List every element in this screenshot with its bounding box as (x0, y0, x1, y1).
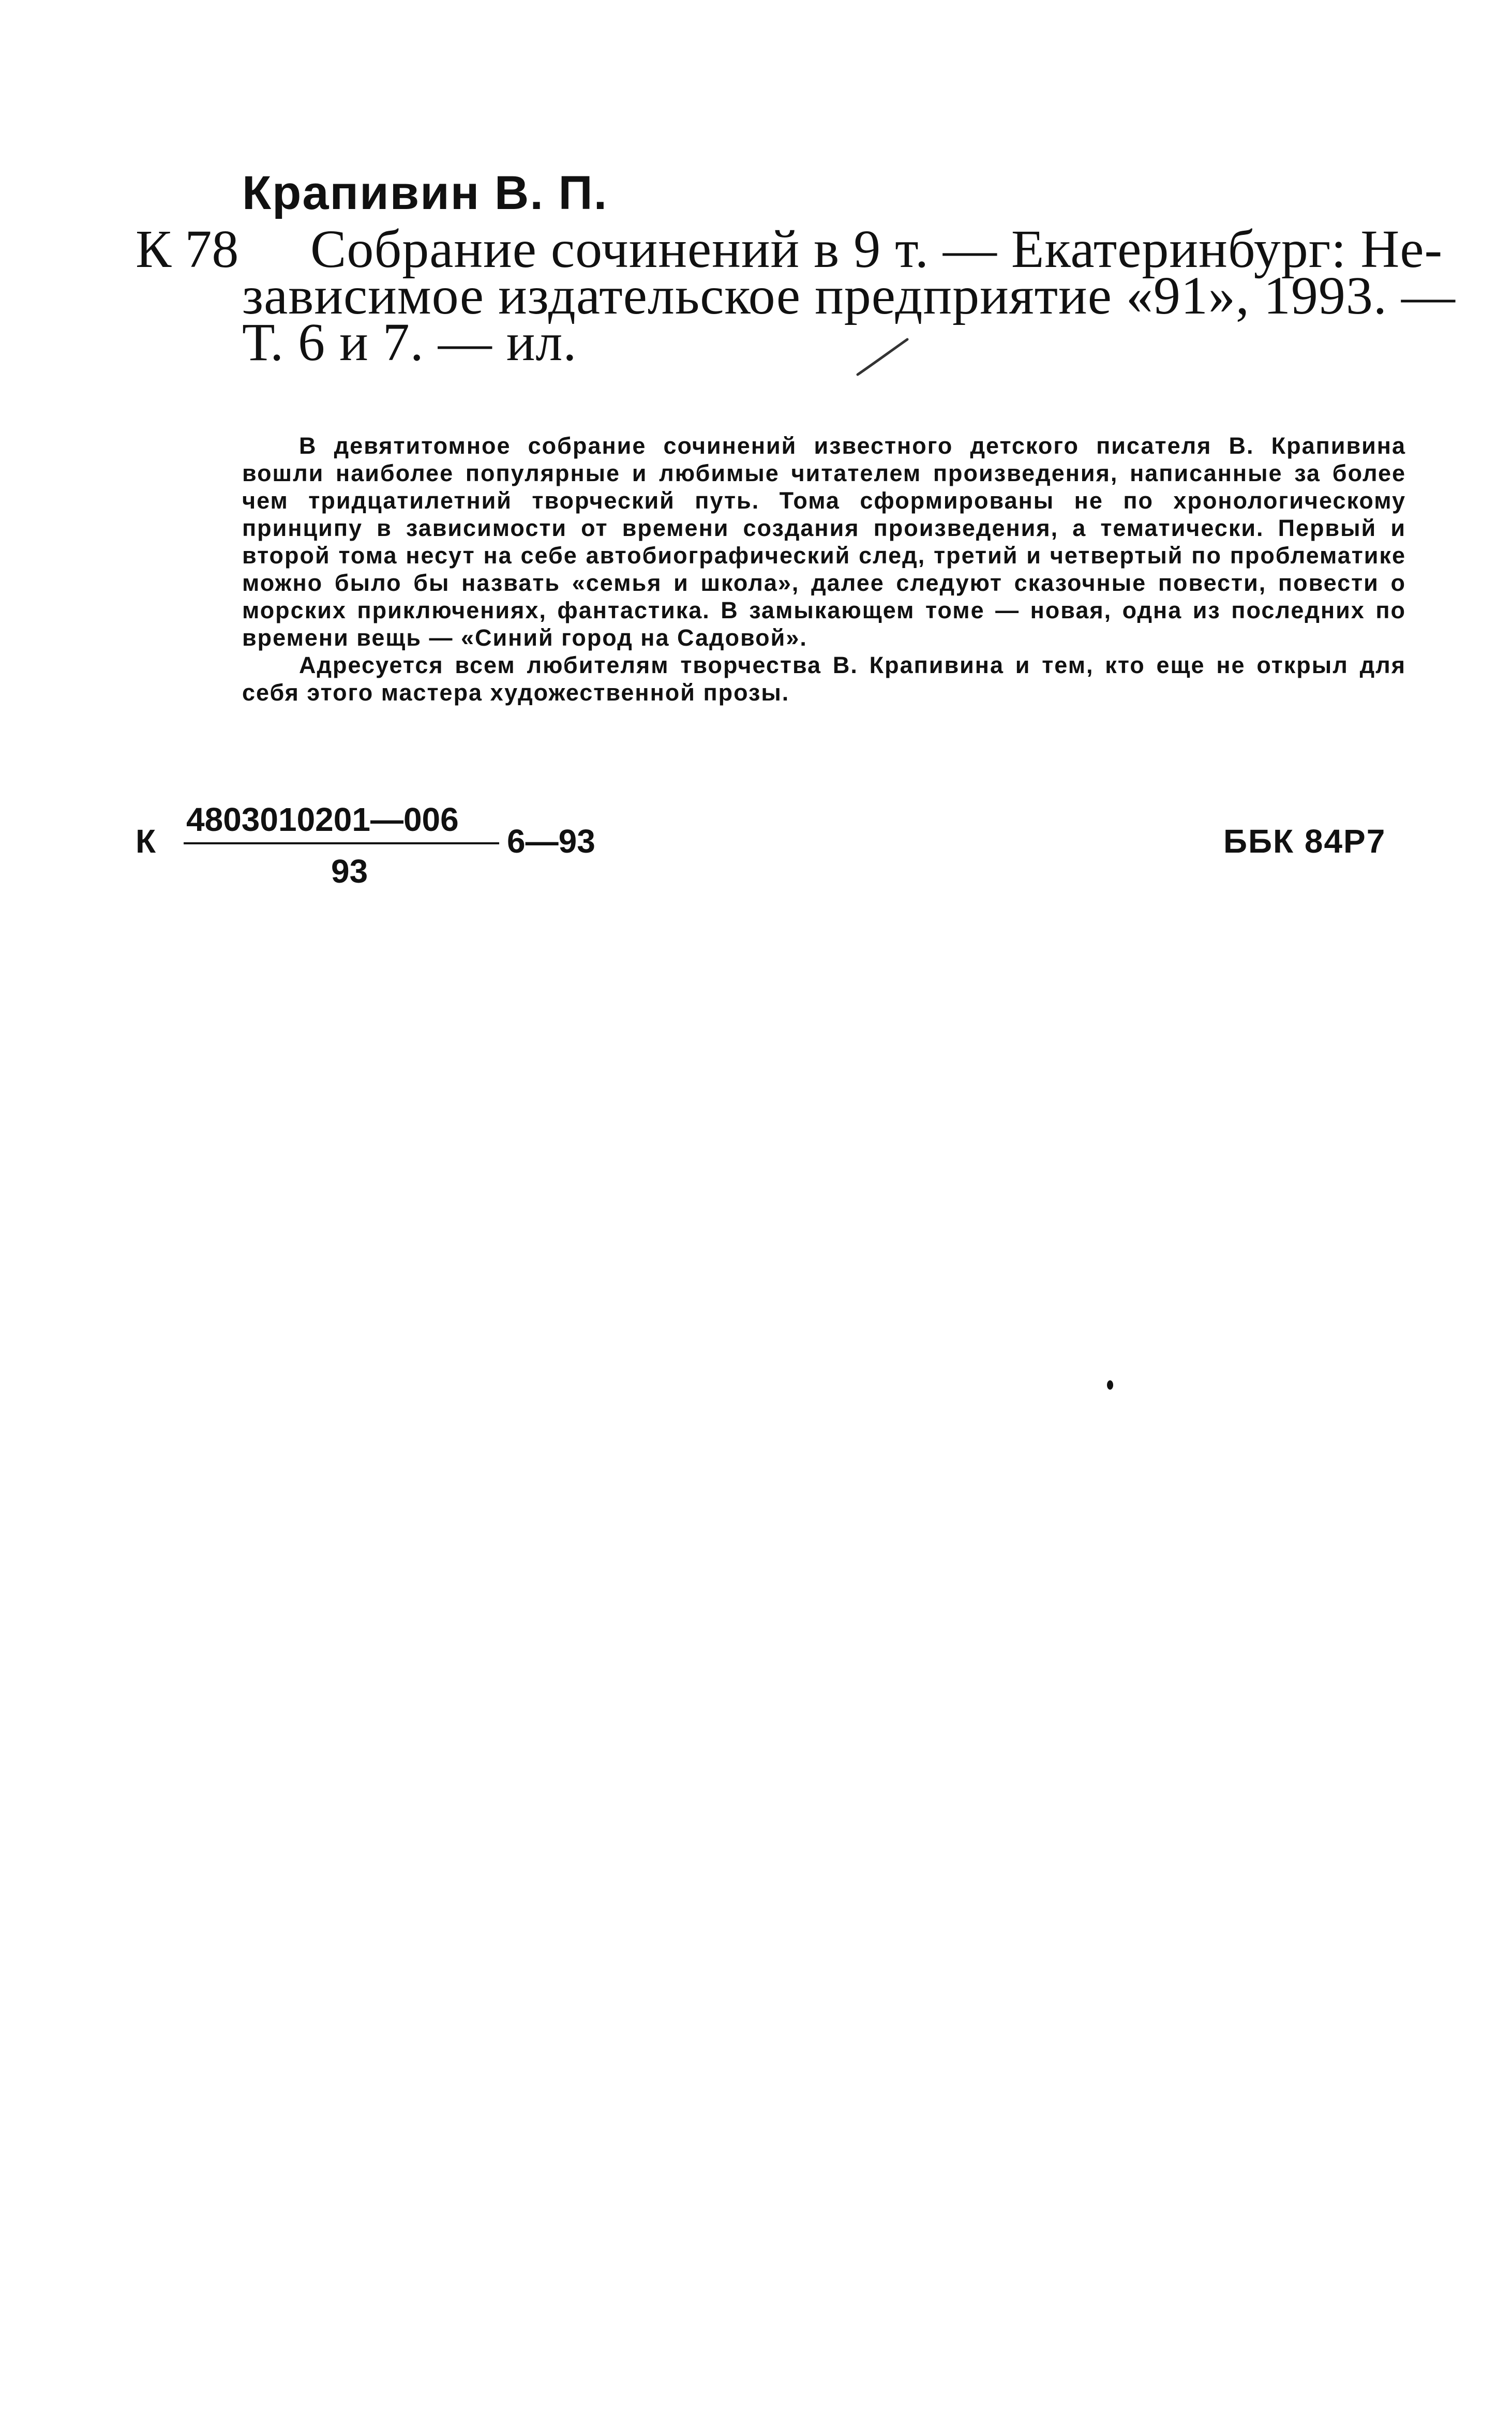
annotation-paragraph-2: Адресуется всем любителям творчества В. Крапивина и тем, кто еще не открыл для себя этого мастера художественной прозы. (242, 652, 1406, 706)
code-denominator: 93 (331, 853, 368, 890)
catalog-code: К 78 (136, 219, 239, 279)
code-letter: К (136, 823, 156, 860)
stray-ink-dot (1107, 1380, 1113, 1390)
bbk-index: ББК 84Р7 (1223, 823, 1386, 860)
entry-title-line: Собрание сочинений в 9 т. — Екатеринбург: Не- (310, 219, 1443, 279)
pencil-mark-icon (854, 336, 910, 378)
author-name: Крапивин В. П. (242, 167, 608, 219)
code-suffix: 6—93 (507, 823, 595, 860)
fraction-rule (184, 842, 499, 844)
code-numerator: 4803010201—006 (186, 801, 459, 838)
annotation-paragraph-1: В девятитомное собрание сочинений известного детского писателя В. Крапивина вошли наиболее популярные и любимые читателем произведения, написанные за более чем тридцатилетний творческий путь. Тома сформированы не по хронологическому принципу в зависимости от времени создания произведения, а тематически. Первый и второй тома несут на себе автобиографический след, третий и четвертый по проблематике можно было бы назвать «семья и школа», далее следуют сказочные повести, повести о морских приключениях, фантастика. В замыкающем томе — новая, одна из последних по времени вещь — «Синий город на Садовой». (242, 433, 1406, 651)
entry-volume-line: Т. 6 и 7. — ил. (242, 312, 577, 372)
annotation-block (242, 432, 1406, 706)
entry-publisher-line: зависимое издательское предприятие «91», 1993. — (242, 266, 1456, 325)
